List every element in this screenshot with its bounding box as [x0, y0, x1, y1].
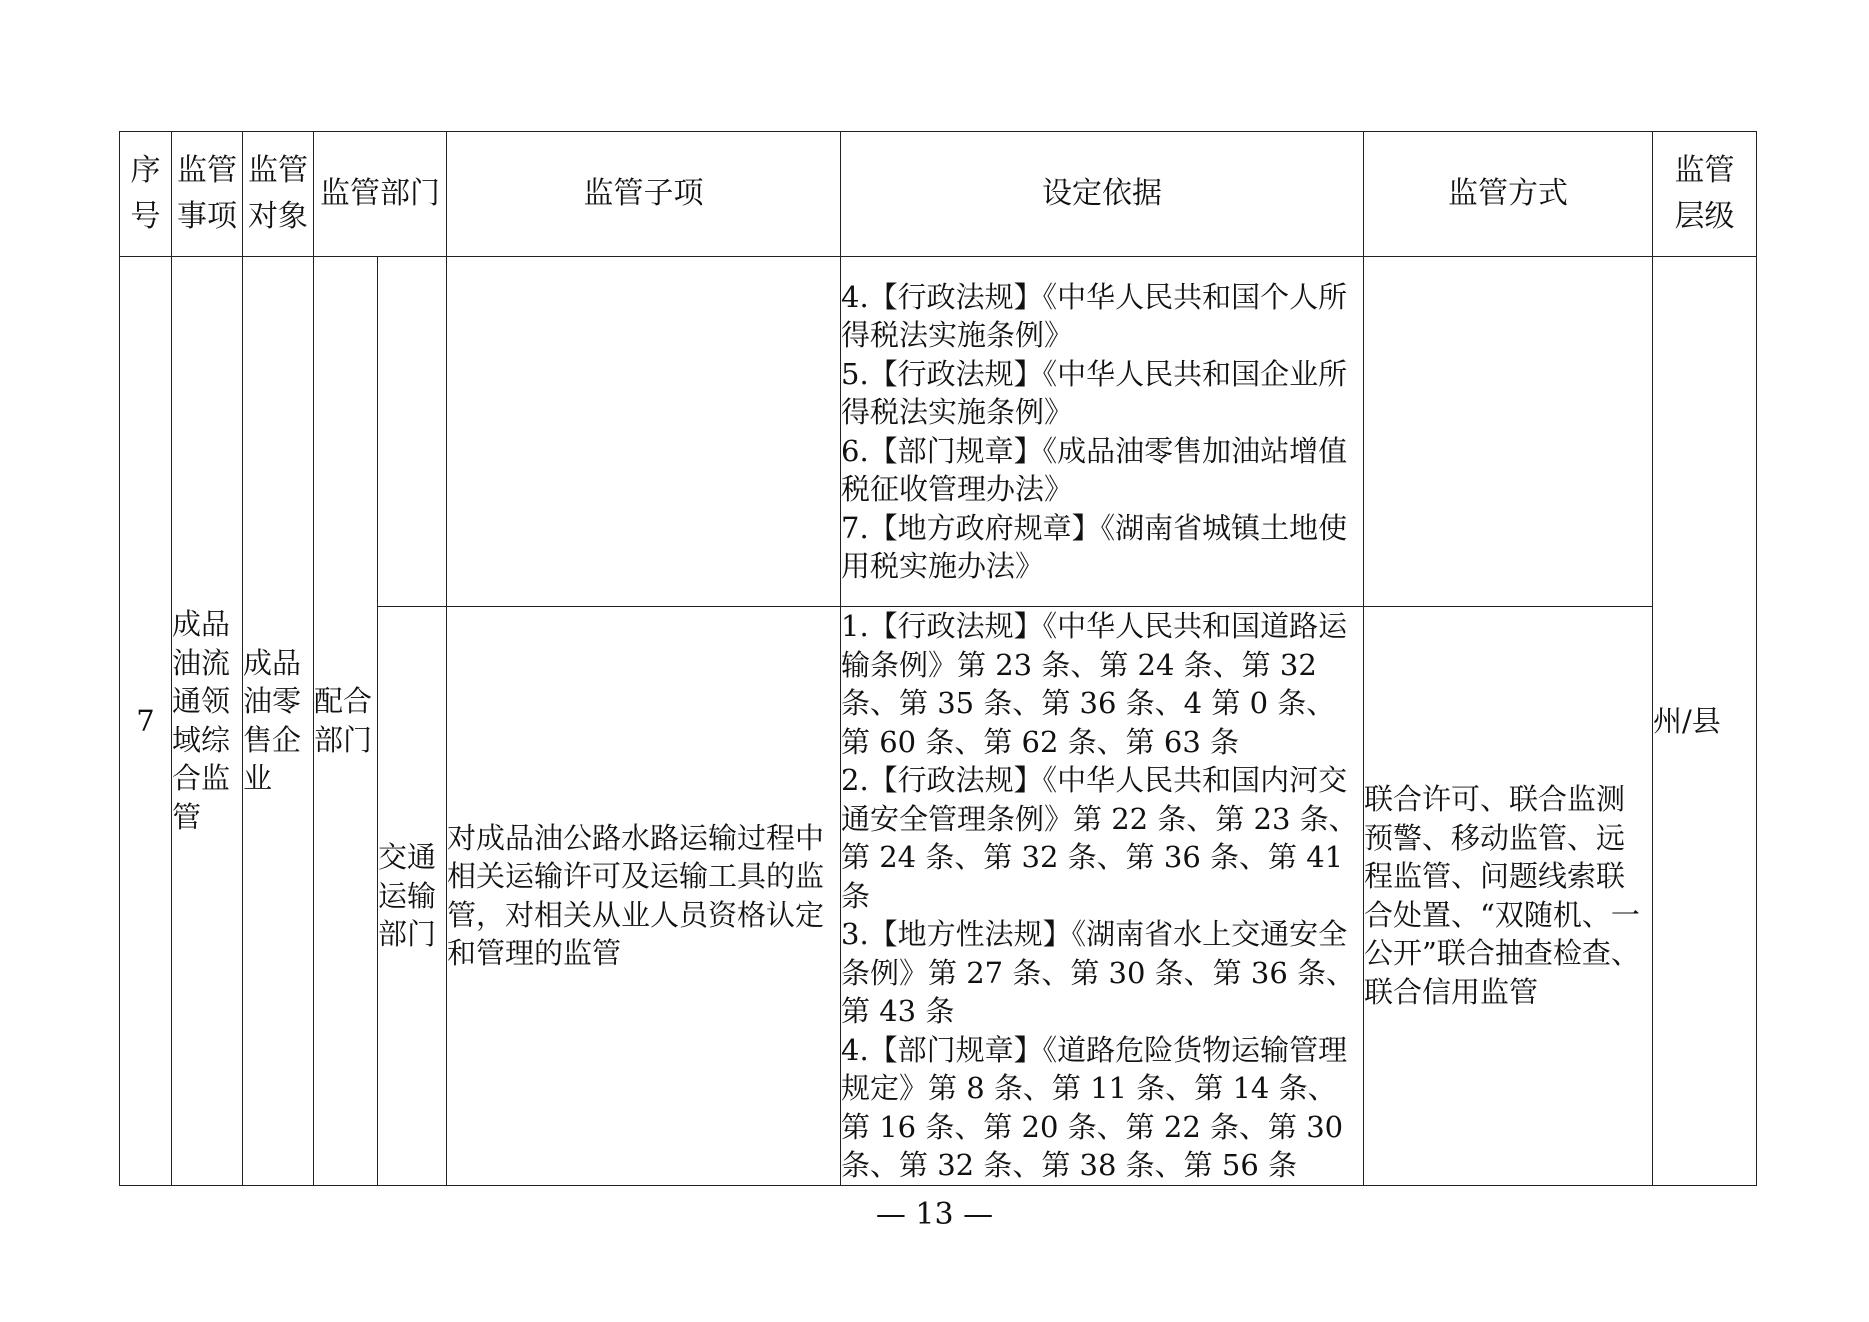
- header-seq: 序号: [120, 132, 172, 257]
- cell-object: 成品油零售企业: [243, 257, 314, 1186]
- header-basis: 设定依据: [841, 132, 1364, 257]
- cell-method-a: [1364, 257, 1653, 607]
- cell-dept-b: 交通运输部门: [378, 607, 447, 1186]
- cell-level: 州/县: [1653, 257, 1757, 1186]
- basis-line: 6.【部门规章】《成品油零售加油站增值税征收管理办法》: [841, 433, 1348, 506]
- header-object: 监管对象: [243, 132, 314, 257]
- basis-line: 5.【行政法规】《中华人民共和国企业所得税法实施条例》: [841, 356, 1348, 429]
- cell-dept-role: 配合部门: [314, 257, 378, 1186]
- supervision-table: [119, 131, 1757, 1186]
- header-department: 监管部门: [314, 132, 447, 257]
- header-level: 监管层级: [1653, 132, 1757, 257]
- header-subitem: 监管子项: [447, 132, 841, 257]
- basis-line: 4.【行政法规】《中华人民共和国个人所得税法实施条例》: [841, 279, 1348, 352]
- cell-item: 成品油流通领域综合监管: [172, 257, 243, 1186]
- header-row: [120, 132, 1757, 257]
- basis-line: 4.【部门规章】《道路危险货物运输管理规定》第 8 条、第 11 条、第 14 条、第 16 条、第 20 条、第 22 条、第 30 条、第 32 条、第 38 条、第 56 条: [841, 1032, 1348, 1182]
- basis-line: 1.【行政法规】《中华人民共和国道路运输条例》第 23 条、第 24 条、第 32 条、第 35 条、第 36 条、4 第 0 条、第 60 条、第 62 条、第 63 条: [841, 609, 1348, 759]
- basis-line: 3.【地方性法规】《湖南省水上交通安全条例》第 27 条、第 30 条、第 36 条、第 43 条: [841, 917, 1356, 1028]
- cell-method-b: 联合许可、联合监测预警、移动监管、远程监管、问题线索联合处置、“双随机、一公开”联合抽查检查、联合信用监管: [1364, 607, 1653, 1186]
- cell-subitem-a: [447, 257, 841, 607]
- basis-line: 7.【地方政府规章】《湖南省城镇土地使用税实施办法》: [841, 510, 1348, 583]
- cell-basis-b: [841, 607, 1364, 1186]
- page-number: — 13 —: [875, 1197, 994, 1232]
- cell-basis-a: [841, 257, 1364, 607]
- basis-line: 2.【行政法规】《中华人民共和国内河交通安全管理条例》第 22 条、第 23 条、第 24 条、第 32 条、第 36 条、第 41 条: [841, 763, 1358, 913]
- cell-subitem-b: 对成品油公路水路运输过程中相关运输许可及运输工具的监管，对相关从业人员资格认定和管理的监管: [447, 607, 841, 1186]
- header-item: 监管事项: [172, 132, 243, 257]
- cell-seq: 7: [120, 257, 172, 1186]
- table-row: [120, 257, 1757, 607]
- header-method: 监管方式: [1364, 132, 1653, 257]
- cell-dept-a: [378, 257, 447, 607]
